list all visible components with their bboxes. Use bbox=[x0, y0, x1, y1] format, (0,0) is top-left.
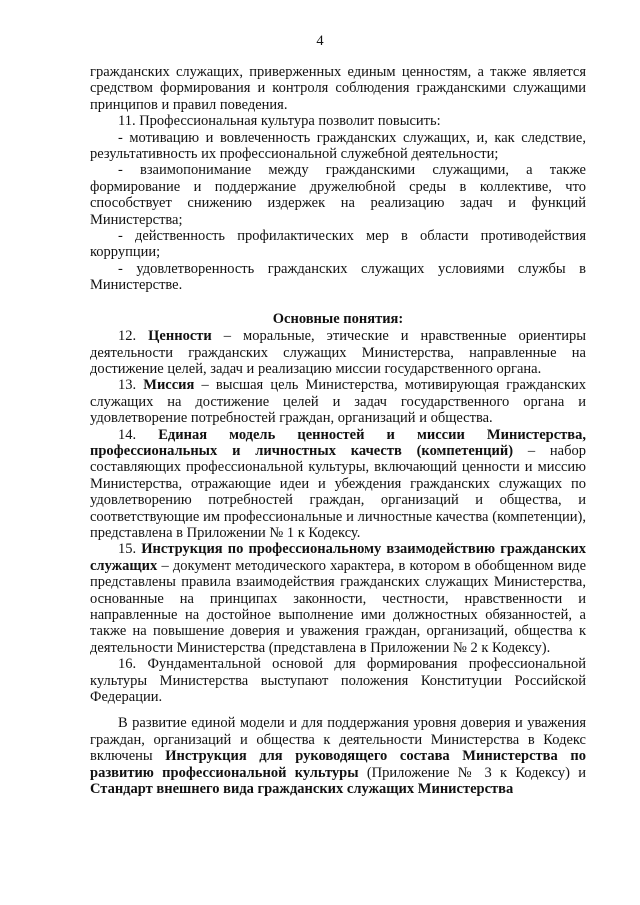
bullet-understanding: - взаимопонимание между гражданскими служащими, а также формирование и поддержание дружелюбной среды в коллективе, что способствует снижению издержек на реализацию задач и функций Министерства; bbox=[90, 162, 586, 228]
bullet-anticorruption: - действенность профилактических мер в области противодействия коррупции; bbox=[90, 228, 586, 261]
paragraph-12-number: 12. bbox=[118, 328, 149, 345]
paragraph-17 bbox=[90, 715, 586, 797]
paragraph-15 bbox=[90, 541, 586, 656]
term-leadership-instruction: Инструкция для руководящего состава Министерства по развитию профессиональной культуры bbox=[90, 748, 586, 781]
paragraph-14 bbox=[90, 427, 586, 542]
paragraph-14-number: 14. bbox=[118, 426, 159, 443]
bullet-motivation: - мотивацию и вовлеченность гражданских служащих, и, как следствие, результативность их профессиональной служебной деятельности; bbox=[90, 129, 586, 163]
term-mission: Миссия bbox=[143, 377, 195, 394]
term-values: Ценности bbox=[148, 328, 212, 345]
paragraph-17-text-a: В развитие единой модели и для поддержания уровня доверия и уважения граждан, организаций и общества к деятельности Министерства в Кодекс включены bbox=[90, 715, 586, 765]
paragraph-16: 16. Фундаментальной основой для формирования профессиональной культуры Министерства выступают положения Конституции Российской Федерации. bbox=[90, 656, 586, 706]
paragraph-13-text: – высшая цель Министерства, мотивирующая гражданских служащих на достижение целей и задач государственного органа и удовлетворение потребностей граждан, организаций и общества. bbox=[90, 377, 586, 427]
paragraph-14-text: – набор составляющих профессиональной культуры, включающий ценности и миссию Министерства, отражающие идеи и убеждения гражданских служащих по удовлетворению потребностей граждан, организаций и общества, и соответствующие им профессиональные и личностные качества (компетенции), представлена в Приложении № 1 к Кодексу. bbox=[90, 442, 586, 541]
paragraph-11: 11. Профессиональная культура позволит повысить: bbox=[118, 113, 441, 130]
term-instruction: Инструкция по профессиональному взаимодействию гражданских служащих bbox=[90, 541, 586, 574]
paragraph-12-text: – моральные, этические и нравственные ориентиры деятельности гражданских служащих Министерства, направленные на достижение целей, задач и реализацию миссии государственного органа. bbox=[90, 328, 586, 377]
bullet-satisfaction: - удовлетворенность гражданских служащих условиями службы в Министерстве. bbox=[90, 260, 586, 294]
document-body bbox=[90, 64, 586, 797]
paragraph-continuation: гражданских служащих, приверженных единым ценностям, а также является средством формирования и контроля соблюдения гражданскими служащими принципов и правил поведения. bbox=[90, 64, 586, 113]
paragraph-13 bbox=[90, 377, 586, 426]
paragraph-13-number: 13. bbox=[118, 377, 144, 394]
paragraph-12 bbox=[90, 328, 586, 377]
section-heading: Основные понятия: bbox=[272, 310, 404, 327]
paragraph-15-number: 15. bbox=[118, 541, 142, 558]
term-unified-model: Единая модель ценностей и миссии Министерства, профессиональных и личностных качеств (компетенций) bbox=[90, 426, 586, 459]
page-number: 4 bbox=[316, 33, 324, 49]
paragraph-17-text-b: (Приложение № 3 к Кодексу) и bbox=[358, 764, 586, 781]
paragraph-15-text: – документ методического характера, в котором в обобщенном виде представлены правила взаимодействия гражданских служащих Министерства, основанные на принципах законности, честности, нравственности и направленные на достойное выполнение ими должностных обязанностей, а также на повышение доверия и уважения граждан, организаций, общества к деятельности Министерства (представлена в Приложении № 2 к Кодексу). bbox=[90, 557, 586, 656]
term-appearance-standard: Стандарт внешнего вида гражданских служащих Министерства bbox=[90, 781, 514, 798]
